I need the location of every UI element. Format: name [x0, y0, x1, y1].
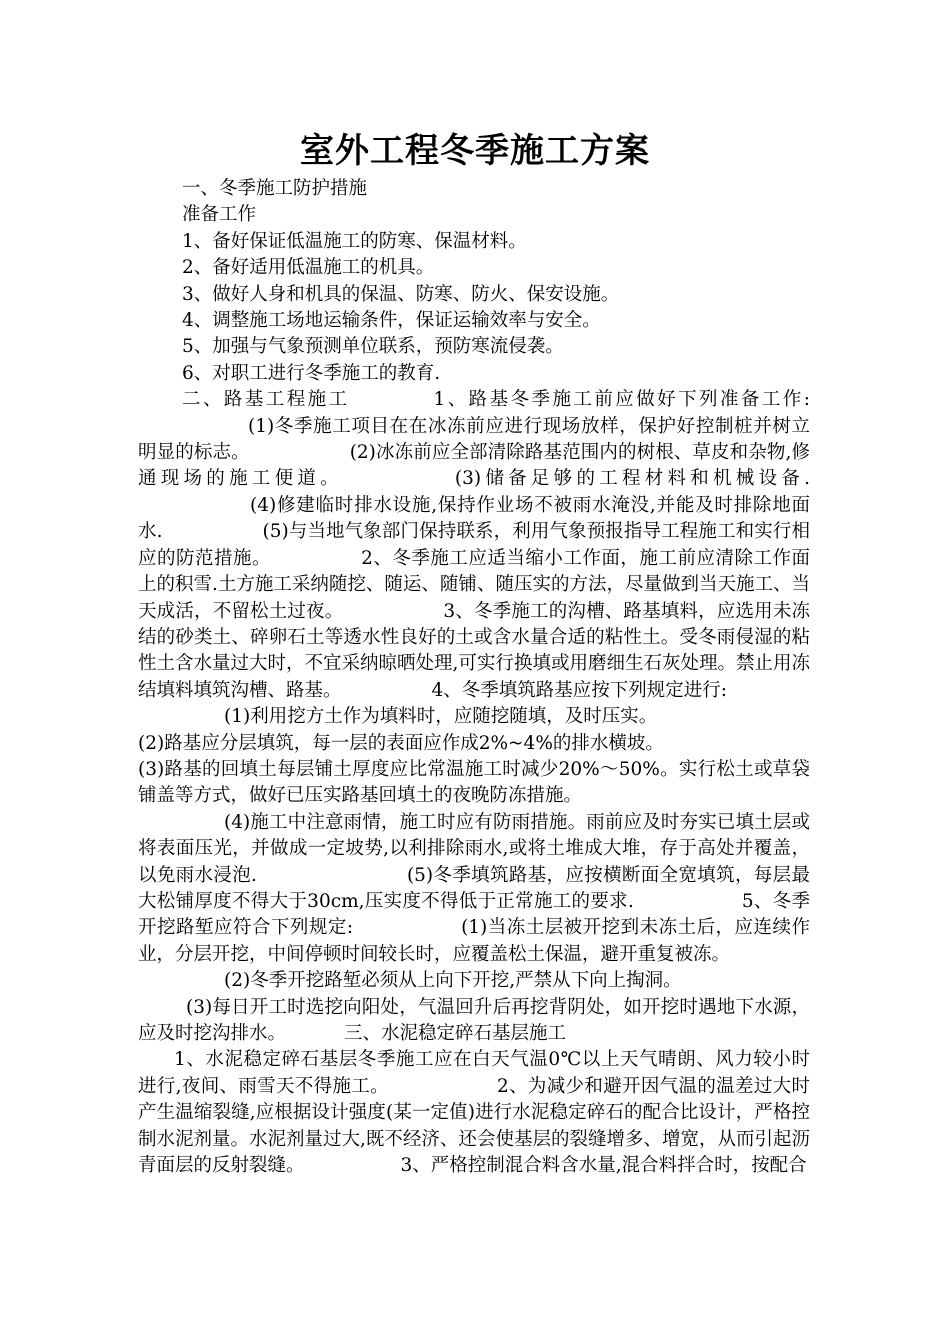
text-run: 2、为减少和避开因气温的温差过大时产生温缩裂缝,应根据设计强度(某一定值)进行水泥稳定碎石的配合比设计，严格控制水泥剂量。水泥剂量过大,既不经济、还会使基层的裂缝增多、增宽，从而引起沥青面层的反射裂缝。: [138, 1075, 810, 1177]
text-run: (5)冬季填筑路基，应按横断面全宽填筑，每层最大松铺厚度不得大于30cm,压实度不得低于正常施工的要求.: [138, 864, 810, 912]
text-run: 2、冬季施工应适当缩小工作面，施工前应清除工作面上的积雪.土方施工采纳随挖、随运、随铺、随压实的方法，尽量做到当天施工、当天成活，不留松土过夜。: [138, 547, 810, 622]
text-run: 1、水泥稳定碎石基层冬季施工应在白天气温0℃以上天气晴朗、风力较小时进行,夜间、雨雪天不得施工。: [138, 1049, 810, 1097]
document-body: [138, 176, 810, 1179]
paragraph: (2)路基应分层填筑，每一层的表面应作成2%~4%的排水横坡。: [138, 732, 664, 754]
paragraph: (3)路基的回填土每层铺土厚度应比常温施工时减少20%～50%。实行松土或草袋铺盖等方式，做好已压实路基回填土的夜晚防冻措施。: [138, 758, 810, 807]
text-run: 1、路基冬季施工前应做好下列准备工作:: [433, 389, 810, 411]
text-run: (4)施工中注意雨情，施工时应有防雨措施。雨前应及时夯实已填土层或将表面压光，并做成一定坡势,以利排除雨水,或将土堆成大堆，存于高处并覆盖，以免雨水浸泡.: [138, 811, 810, 886]
list-item: 3、做好人身和机具的保温、防寒、防火、保安设施。: [182, 283, 620, 305]
text-run: 3、冬季施工的沟槽、路基填料，应选用未冻结的砂类土、碎卵石土等透水性良好的土或含水量合适的粘性土。受冬雨侵湿的粘性土含水量过大时，不宜采纳晾晒处理,可实行换填或用磨细生石灰处理。禁止用冻结填料填筑沟槽、路基。: [138, 600, 810, 701]
text-run: 3、严格控制混合料含水量,混合料拌合时，按配合: [400, 1155, 807, 1177]
section-heading-1: 一、冬季施工防护措施: [182, 178, 368, 199]
text-run: (5)与当地气象部门保持联系，利用气象预报指导工程施工和实行相应的防范措施。: [138, 521, 810, 569]
text-run: (1)当冻土层被开挖到未冻土后，应连续作业，分层开挖，中间停顿时间较长时，应覆盖松土保温，避开重复被冻。: [138, 917, 810, 965]
text-run: (4)修建临时排水设施,保持作业场不被雨水淹没,并能及时排除地面水.: [138, 494, 810, 543]
paragraph: (2)冬季开挖路堑必须从上向下开挖,严禁从下向上掏洞。: [224, 970, 682, 992]
paragraph: (1)利用挖方土作为填料时，应随挖随填，及时压实。: [224, 706, 658, 728]
text-run: 4、冬季填筑路基应按下列规定进行:: [431, 679, 728, 701]
section-heading-3: 三、水泥稳定碎石基层施工: [344, 1023, 567, 1044]
text-run: (3)储备足够的工程材料和机械设备.: [454, 468, 810, 490]
paragraph-roadbed: [138, 387, 810, 704]
paragraph: [138, 995, 810, 1048]
list-item: 6、对职工进行冬季施工的教育.: [182, 362, 441, 384]
text-run: 5、冬季开挖路堑应符合下列规定:: [138, 890, 810, 939]
list-item: 2、备好适用低温施工的机具。: [182, 257, 435, 279]
list-item: 5、加强与气象预测单位联系，预防寒流侵袭。: [182, 336, 564, 358]
text-run: (2)冰冻前应全部清除路基范围内的树根、草皮和杂物,修通现场的施工便道。: [138, 442, 810, 490]
document-title: 室外工程冬季施工方案: [300, 131, 650, 171]
paragraph: [138, 810, 810, 968]
text-run: (1)冬季施工项目在在冰冻前应进行现场放样，保护好控制桩并树立明显的标志。: [138, 415, 810, 464]
list-item: 4、调整施工场地运输条件，保证运输效率与安全。: [182, 310, 601, 332]
section-heading-2: 二、路基工程施工: [182, 389, 350, 411]
paragraph: [138, 1047, 810, 1179]
text-run: (3)每日开工时选挖向阳处，气温回升后再挖背阴处，如开挖时遇地下水源，应及时挖沟排水。: [138, 996, 810, 1044]
list-item: 1、备好保证低温施工的防寒、保温材料。: [182, 230, 527, 252]
subheading-preparation: 准备工作: [182, 204, 257, 226]
